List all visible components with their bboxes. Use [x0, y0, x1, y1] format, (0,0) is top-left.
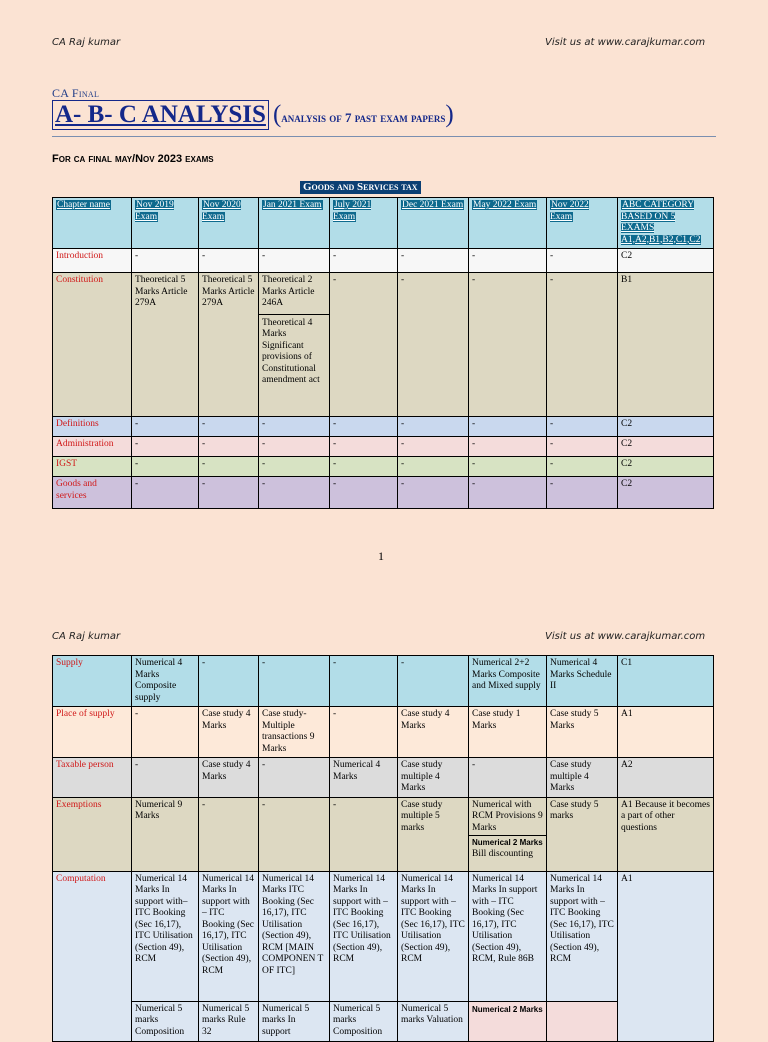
- title-main: A- B- C ANALYSIS: [52, 100, 269, 130]
- table-cell: -: [199, 797, 259, 871]
- table-cell: Numerical 4 Marks Composite supply: [132, 656, 199, 707]
- table-cell: -: [547, 273, 618, 417]
- table-row: [53, 707, 714, 758]
- table-cell: -: [132, 457, 199, 477]
- table-cell: -: [330, 417, 398, 437]
- table-cell: Case study 1 Marks: [469, 707, 547, 758]
- table-cell: Numerical 5 marks Composition: [132, 1001, 199, 1041]
- table-cell: Theoretical 5 Marks Article 279A: [132, 273, 199, 417]
- chapter-name: Administration: [53, 437, 132, 457]
- table-title: Goods and Services tax: [300, 181, 421, 194]
- table-row: [53, 249, 714, 273]
- exam-target-line: For ca final may/Nov 2023 exams: [52, 153, 214, 165]
- table-header-row: [53, 198, 714, 249]
- chapter-name: Exemptions: [53, 797, 132, 871]
- table-cell: -: [132, 477, 199, 509]
- category-cell: C2: [618, 437, 714, 457]
- abc-table-page1: [52, 197, 714, 509]
- table-cell: -: [330, 249, 398, 273]
- table-cell: -: [259, 457, 330, 477]
- table-row: [53, 417, 714, 437]
- table-cell: Case study 4 Marks: [199, 707, 259, 758]
- table-cell: -: [132, 249, 199, 273]
- table-cell: -: [398, 656, 469, 707]
- table-cell: -: [259, 437, 330, 457]
- col-header: Chapter name: [53, 198, 132, 249]
- chapter-name: Computation: [53, 871, 132, 1041]
- website-header: Visit us at www.carajkumar.com: [545, 631, 706, 642]
- table-cell: Case study 5 Marks: [547, 707, 618, 758]
- author-header: CA Raj kumar: [52, 37, 121, 48]
- table-row: [53, 1001, 714, 1041]
- category-cell: A1: [618, 707, 714, 758]
- table-cell: Numerical 5 marks In support: [259, 1001, 330, 1041]
- document-title: [52, 100, 454, 130]
- chapter-name: Place of supply: [53, 707, 132, 758]
- author-header: CA Raj kumar: [52, 631, 121, 642]
- table-cell: -: [330, 797, 398, 871]
- category-cell: C2: [618, 249, 714, 273]
- website-header: Visit us at www.carajkumar.com: [545, 37, 706, 48]
- table-cell: [259, 273, 330, 417]
- col-header: Nov 2022 Exam: [547, 198, 618, 249]
- table-cell: -: [330, 457, 398, 477]
- table-cell: [469, 1001, 547, 1041]
- table-cell: -: [547, 457, 618, 477]
- title-divider: [52, 136, 716, 137]
- col-header: Nov 2019 Exam: [132, 198, 199, 249]
- table-cell: Numerical 14 Marks In support with– ITC Booking (Sec 16,17), ITC Utilisation (Section 49), RCM: [132, 871, 199, 1001]
- table-cell: -: [259, 797, 330, 871]
- table-cell: -: [132, 437, 199, 457]
- col-header: July 2021 Exam: [330, 198, 398, 249]
- table-cell: Numerical 14 Marks ITC Booking (Sec 16,17), ITC Utilisation (Section 49), RCM [MAIN COMPONEN T OF ITC]: [259, 871, 330, 1001]
- cell-part: Theoretical 4 Marks Significant provisions of Constitutional amendment act: [259, 314, 329, 387]
- table-cell: -: [199, 477, 259, 509]
- table-cell: -: [398, 273, 469, 417]
- category-cell: C2: [618, 477, 714, 509]
- table-row: [53, 477, 714, 509]
- table-cell: -: [259, 417, 330, 437]
- table-cell: Numerical 4 Marks Schedule II: [547, 656, 618, 707]
- table-cell: -: [330, 477, 398, 509]
- chapter-name: Goods and services: [53, 477, 132, 509]
- table-cell: -: [469, 758, 547, 798]
- table-cell: [469, 797, 547, 871]
- table-cell: [547, 1001, 618, 1041]
- table-cell: Case study 5 marks: [547, 797, 618, 871]
- table-cell: Numerical 14 Marks In support with – ITC Booking (Sec 16,17), ITC Utilisation (Section 49), RCM: [398, 871, 469, 1001]
- chapter-name: Constitution: [53, 273, 132, 417]
- cell-part: Theoretical 2 Marks Article 246A: [262, 275, 315, 308]
- table-cell: -: [398, 477, 469, 509]
- title-open-paren: (: [272, 101, 282, 128]
- table-row: [53, 797, 714, 871]
- chapter-name: Taxable person: [53, 758, 132, 798]
- table-row: [53, 656, 714, 707]
- col-header: Jan 2021 Exam: [259, 198, 330, 249]
- table-row: [53, 437, 714, 457]
- category-cell: A2: [618, 758, 714, 798]
- table-cell: Numerical 14 Marks In support with – ITC Booking (Sec 16,17), ITC Utilisation (Section 49), RCM: [199, 871, 259, 1001]
- table-row: [53, 758, 714, 798]
- table-cell: -: [199, 457, 259, 477]
- table-row: [53, 457, 714, 477]
- table-cell: Theoretical 5 Marks Article 279A: [199, 273, 259, 417]
- category-cell: A1: [618, 871, 714, 1041]
- table-cell: -: [469, 273, 547, 417]
- category-cell: C2: [618, 457, 714, 477]
- col-header: May 2022 Exam: [469, 198, 547, 249]
- table-cell: -: [330, 437, 398, 457]
- table-cell: -: [199, 437, 259, 457]
- table-cell: Numerical 5 marks Valuation: [398, 1001, 469, 1041]
- table-cell: Case study 4 Marks: [398, 707, 469, 758]
- table-cell: -: [259, 249, 330, 273]
- category-cell: C1: [618, 656, 714, 707]
- col-header: ABC CATEGORY BASED ON 5 EXAMS A1,A2,B1,B2,C1,C2: [618, 198, 714, 249]
- table-cell: -: [199, 417, 259, 437]
- table-cell: -: [132, 417, 199, 437]
- table-cell: Case study- Multiple transactions 9 Marks: [259, 707, 330, 758]
- table-cell: Numerical 9 Marks: [132, 797, 199, 871]
- table-cell: -: [469, 437, 547, 457]
- table-cell: -: [259, 477, 330, 509]
- cell-bold-text: Numerical 2 Marks: [472, 1004, 543, 1014]
- table-row: [53, 273, 714, 417]
- table-row: [53, 871, 714, 1001]
- ca-final-label: CA Final: [52, 86, 100, 100]
- table-cell: -: [469, 477, 547, 509]
- col-header: Nov 2020 Exam: [199, 198, 259, 249]
- table-cell: -: [199, 656, 259, 707]
- title-close-paren: ): [445, 101, 454, 128]
- chapter-name: Supply: [53, 656, 132, 707]
- table-cell: -: [330, 707, 398, 758]
- table-cell: Case study 4 Marks: [199, 758, 259, 798]
- chapter-name: Definitions: [53, 417, 132, 437]
- cell-part: [469, 835, 546, 860]
- table-cell: -: [259, 758, 330, 798]
- table-cell: -: [469, 249, 547, 273]
- table-cell: -: [547, 437, 618, 457]
- table-cell: -: [330, 273, 398, 417]
- cell-part: Numerical with RCM Provisions 9 Marks: [472, 799, 543, 833]
- table-cell: Case study multiple 4 Marks: [547, 758, 618, 798]
- cell-text: Bill discounting: [472, 848, 533, 859]
- table-cell: Numerical 14 Marks In support with – ITC Booking (Sec 16,17), ITC Utilisation (Section 49), RCM: [330, 871, 398, 1001]
- category-cell: C2: [618, 417, 714, 437]
- table-cell: -: [199, 249, 259, 273]
- table-cell: -: [469, 457, 547, 477]
- table-cell: Numerical 5 marks Composition: [330, 1001, 398, 1041]
- table-cell: -: [398, 249, 469, 273]
- table-cell: -: [547, 477, 618, 509]
- table-cell: Numerical 4 Marks: [330, 758, 398, 798]
- chapter-name: Introduction: [53, 249, 132, 273]
- table-cell: -: [398, 457, 469, 477]
- table-cell: Case study multiple 4 Marks: [398, 758, 469, 798]
- title-subtitle: analysis of 7 past exam papers: [281, 110, 446, 125]
- page-number: 1: [378, 549, 384, 563]
- category-cell: A1 Because it becomes a part of other questions: [618, 797, 714, 871]
- cell-bold-text: Numerical 2 Marks: [472, 838, 543, 847]
- table-cell: Case study multiple 5 marks: [398, 797, 469, 871]
- table-cell: -: [398, 417, 469, 437]
- table-cell: -: [132, 707, 199, 758]
- table-cell: Numerical 5 marks Rule 32: [199, 1001, 259, 1041]
- abc-table-page2: [52, 655, 714, 1042]
- table-cell: -: [330, 656, 398, 707]
- category-cell: B1: [618, 273, 714, 417]
- table-cell: -: [398, 437, 469, 457]
- table-cell: -: [547, 249, 618, 273]
- chapter-name: IGST: [53, 457, 132, 477]
- table-cell: -: [547, 417, 618, 437]
- col-header: Dec 2021 Exam: [398, 198, 469, 249]
- table-cell: -: [469, 417, 547, 437]
- table-cell: Numerical 2+2 Marks Composite and Mixed supply: [469, 656, 547, 707]
- table-cell: Numerical 14 Marks In support with – ITC Booking (Sec 16,17), ITC Utilisation (Section 49), RCM, Rule 86B: [469, 871, 547, 1001]
- table-cell: Numerical 14 Marks In support with – ITC Booking (Sec 16,17), ITC Utilisation (Section 49), RCM: [547, 871, 618, 1001]
- table-cell: -: [132, 758, 199, 798]
- table-cell: -: [259, 656, 330, 707]
